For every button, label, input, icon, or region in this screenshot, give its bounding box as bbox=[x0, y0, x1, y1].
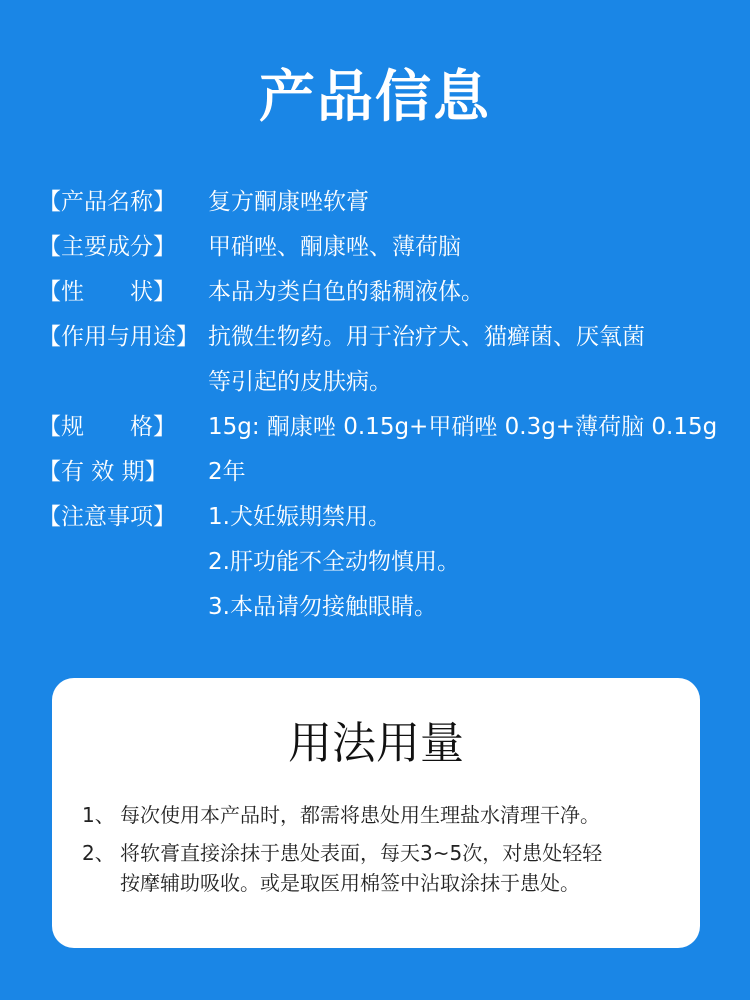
info-row-indications bbox=[38, 315, 728, 405]
usage-item-line: 将软膏直接涂抹于患处表面，每天3~5次，对患处轻轻 bbox=[120, 841, 603, 865]
info-value-line: 抗微生物药。用于治疗犬、猫癣菌、厌氧菌 bbox=[208, 324, 645, 350]
info-value-line: 等引起的皮肤病。 bbox=[208, 369, 392, 395]
usage-item-text bbox=[120, 800, 600, 830]
info-value bbox=[208, 405, 728, 450]
info-value bbox=[208, 450, 728, 495]
info-row-precautions bbox=[38, 495, 728, 630]
info-value-line: 3.本品请勿接触眼睛。 bbox=[208, 594, 437, 620]
info-label: 【作用与用途】 bbox=[38, 324, 199, 350]
usage-item-line: 每次使用本产品时，都需将患处用生理盐水清理干净。 bbox=[120, 803, 600, 827]
usage-list bbox=[82, 800, 682, 906]
page-title: 产品信息 bbox=[259, 65, 491, 130]
info-value-line: 15g: 酮康唑 0.15g+甲硝唑 0.3g+薄荷脑 0.15g bbox=[208, 414, 718, 440]
info-value-line: 2.肝功能不全动物慎用。 bbox=[208, 549, 460, 575]
info-row-ingredients bbox=[38, 225, 728, 270]
usage-item bbox=[82, 800, 682, 830]
usage-title: 用法用量 bbox=[288, 718, 464, 769]
info-label: 【主要成分】 bbox=[38, 234, 176, 260]
info-value-line: 甲硝唑、酮康唑、薄荷脑 bbox=[208, 234, 461, 260]
info-value-line: 1.犬妊娠期禁用。 bbox=[208, 504, 391, 530]
usage-item-number: 1、 bbox=[82, 803, 115, 827]
info-value-line: 复方酮康唑软膏 bbox=[208, 189, 369, 215]
info-label: 【性 状】 bbox=[38, 279, 176, 305]
usage-item-number: 2、 bbox=[82, 841, 115, 865]
info-label: 【注意事项】 bbox=[38, 504, 176, 530]
info-value bbox=[208, 270, 728, 315]
info-label: 【有 效 期】 bbox=[38, 459, 168, 485]
info-value bbox=[208, 180, 728, 225]
info-row-specification bbox=[38, 405, 728, 450]
info-label: 【产品名称】 bbox=[38, 189, 176, 215]
usage-card bbox=[52, 678, 700, 948]
info-value bbox=[208, 225, 728, 270]
usage-item-line: 按摩辅助吸收。或是取医用棉签中沾取涂抹于患处。 bbox=[120, 871, 580, 895]
info-value bbox=[208, 315, 728, 405]
info-label: 【规 格】 bbox=[38, 414, 176, 440]
usage-item bbox=[82, 838, 682, 898]
info-value-line: 本品为类白色的黏稠液体。 bbox=[208, 279, 484, 305]
usage-item-text bbox=[120, 838, 602, 898]
info-row-appearance bbox=[38, 270, 728, 315]
info-value-line: 2年 bbox=[208, 459, 246, 485]
info-row-shelf-life bbox=[38, 450, 728, 495]
info-value bbox=[208, 495, 728, 630]
info-row-product-name bbox=[38, 180, 728, 225]
product-info-list bbox=[38, 180, 728, 630]
